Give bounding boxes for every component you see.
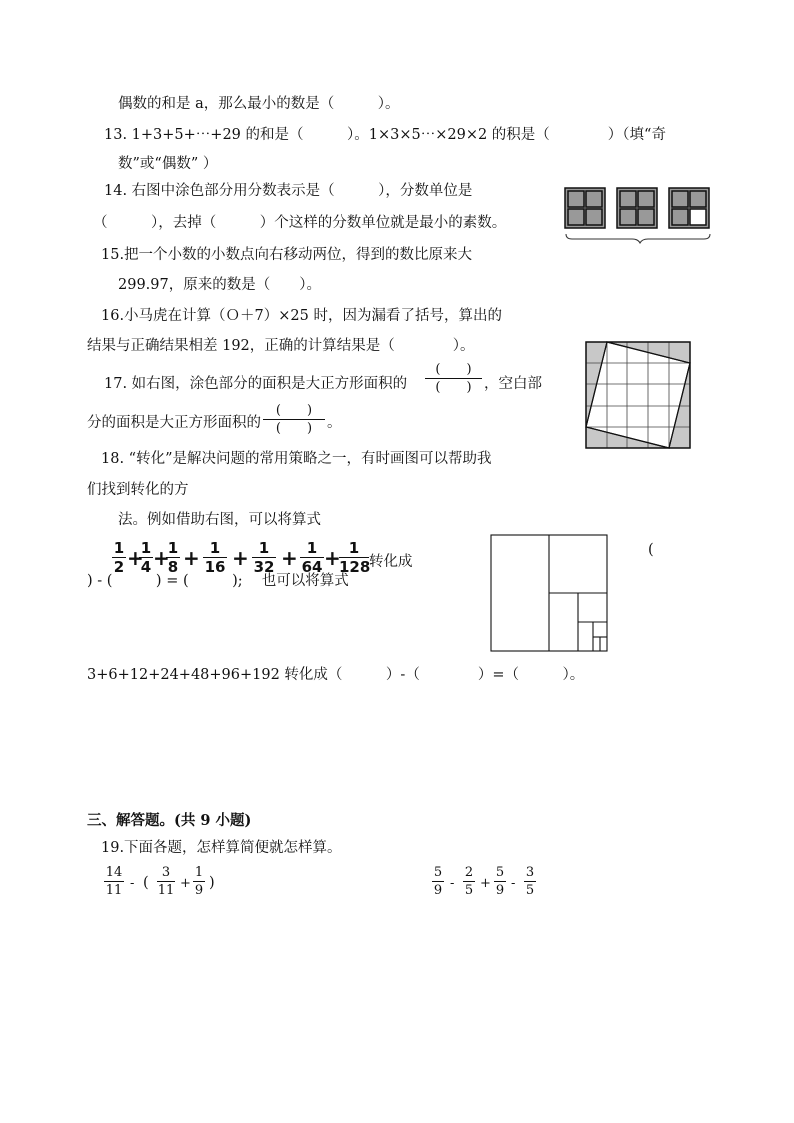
fraction-bar [463, 881, 475, 882]
numerator: 1 [348, 539, 360, 557]
section-3-title: 三、解答题。(共 9 小题) [87, 812, 252, 829]
expr2-fraction-3-5 [524, 865, 536, 898]
fraction-bar [494, 881, 506, 882]
numerator: 1 [209, 539, 221, 557]
minus-sign: - [450, 876, 455, 891]
numerator: 5 [433, 865, 443, 880]
q19-instruction: 19.下面各题，怎样算简便就怎样算。 [101, 840, 342, 856]
q18-figure [490, 534, 610, 654]
numerator: 2 [464, 865, 474, 880]
fraction-bar [104, 881, 124, 882]
denominator: 4 [140, 558, 152, 576]
denominator: 5 [464, 883, 474, 898]
numerator: 3 [525, 865, 535, 880]
fraction-denominator-blank: ( ) [275, 421, 313, 436]
expr2-fraction-5-9b [494, 865, 506, 898]
fraction-numerator-blank: ( ) [275, 403, 313, 418]
q17-figure [584, 340, 692, 450]
series-fraction-1-16 [203, 540, 227, 575]
numerator: 3 [161, 865, 171, 880]
q17-fraction-1 [425, 362, 482, 395]
q12-tail-text: 偶数的和是 a，那么最小的数是（ ）。 [118, 96, 400, 112]
expr1-fraction-3-11 [157, 865, 175, 898]
plus-sign: + [183, 546, 200, 570]
numerator: 1 [258, 539, 270, 557]
q13-line1: 13. 1+3+5+⋯+29 的和是（ ）。1×3×5⋯×29×2 的积是（ ）（填“奇 [104, 127, 666, 143]
minus-sign: - [511, 876, 516, 891]
denominator: 8 [167, 558, 179, 576]
fraction-bar [157, 881, 175, 882]
plus-sign: + [324, 546, 341, 570]
numerator: 1 [113, 539, 125, 557]
q17-part2: ，空白部 [484, 376, 542, 392]
fraction-numerator-blank: ( ) [435, 362, 472, 377]
denominator: 64 [301, 558, 323, 576]
fraction-bar [432, 881, 444, 882]
plus-sign: + [180, 876, 191, 891]
numerator: 1 [306, 539, 318, 557]
plus-sign: + [153, 546, 170, 570]
expr1-fraction-1-9 [193, 865, 205, 898]
fraction-bar [524, 881, 536, 882]
denominator: 2 [113, 558, 125, 576]
denominator: 9 [433, 883, 443, 898]
q18-line3: 法。例如借助右图，可以将算式 [118, 512, 321, 528]
q13-line2: 数”或“偶数” ） [118, 156, 218, 172]
numerator: 1 [167, 539, 179, 557]
expr1-fraction-14-11 [104, 865, 124, 898]
series-fraction-1-128 [339, 540, 369, 575]
series-fraction-1-2 [112, 540, 126, 575]
plus-sign: + [232, 546, 249, 570]
q15-line2: 299.97，原来的数是（ ）。 [118, 277, 321, 293]
q18-line1: 18. “转化”是解决问题的常用策略之一，有时画图可以帮助我 [101, 451, 492, 467]
numerator: 5 [495, 865, 505, 880]
denominator: 5 [525, 883, 535, 898]
series-fraction-1-64 [300, 540, 324, 575]
fraction-bar [263, 419, 325, 420]
denominator: 9 [495, 883, 505, 898]
series-fraction-1-8 [166, 540, 180, 575]
q18-line2: 们找到转化的方 [87, 482, 189, 498]
q17-part1: 17. 如右图，涂色部分的面积是大正方形面积的 [104, 376, 408, 392]
q14-figure [560, 184, 716, 244]
q17-fraction-2 [263, 403, 325, 436]
fraction-bar [193, 881, 205, 882]
q16-line1: 16.小马虎在计算（Ｏ＋7）×25 时，因为漏看了括号，算出的 [101, 308, 502, 324]
q18-line5: 3+6+12+24+48+96+192 转化成（ ）-（ ）=（ ）。 [87, 667, 585, 683]
plus-sign: + [281, 546, 298, 570]
q18-line4: ) - ( ) = ( ); 也可以将算式 [87, 573, 349, 589]
q17-part4: 。 [327, 415, 342, 431]
left-paren: ( [143, 875, 149, 891]
q18-open-paren: ( [648, 542, 654, 558]
denominator: 9 [194, 883, 204, 898]
q14-line1: 14. 右图中涂色部分用分数表示是（ ），分数单位是 [104, 183, 473, 199]
denominator: 11 [157, 883, 175, 898]
q15-line1: 15.把一个小数的小数点向右移动两位，得到的数比原来大 [101, 247, 473, 263]
denominator: 11 [105, 883, 123, 898]
denominator: 32 [253, 558, 275, 576]
numerator: 14 [105, 865, 123, 880]
denominator: 128 [339, 558, 371, 576]
expr2-fraction-2-5 [463, 865, 475, 898]
series-fraction-1-4 [139, 540, 153, 575]
q17-part3: 分的面积是大正方形面积的 [87, 415, 261, 431]
right-paren: ) [209, 875, 215, 891]
fraction-denominator-blank: ( ) [435, 380, 472, 395]
fraction-bar [425, 378, 482, 379]
q16-line2: 结果与正确结果相差 192，正确的计算结果是（ ）。 [87, 338, 475, 354]
expr2-fraction-5-9 [432, 865, 444, 898]
minus-sign: - [130, 876, 135, 891]
q14-line2: （ ），去掉（ ）个这样的分数单位就是最小的素数。 [93, 215, 507, 231]
numerator: 1 [140, 539, 152, 557]
plus-sign: + [480, 876, 491, 891]
numerator: 1 [194, 865, 204, 880]
series-fraction-1-32 [252, 540, 276, 575]
convert-text: 转化成 [369, 554, 413, 570]
denominator: 16 [204, 558, 226, 576]
plus-sign: + [127, 546, 144, 570]
